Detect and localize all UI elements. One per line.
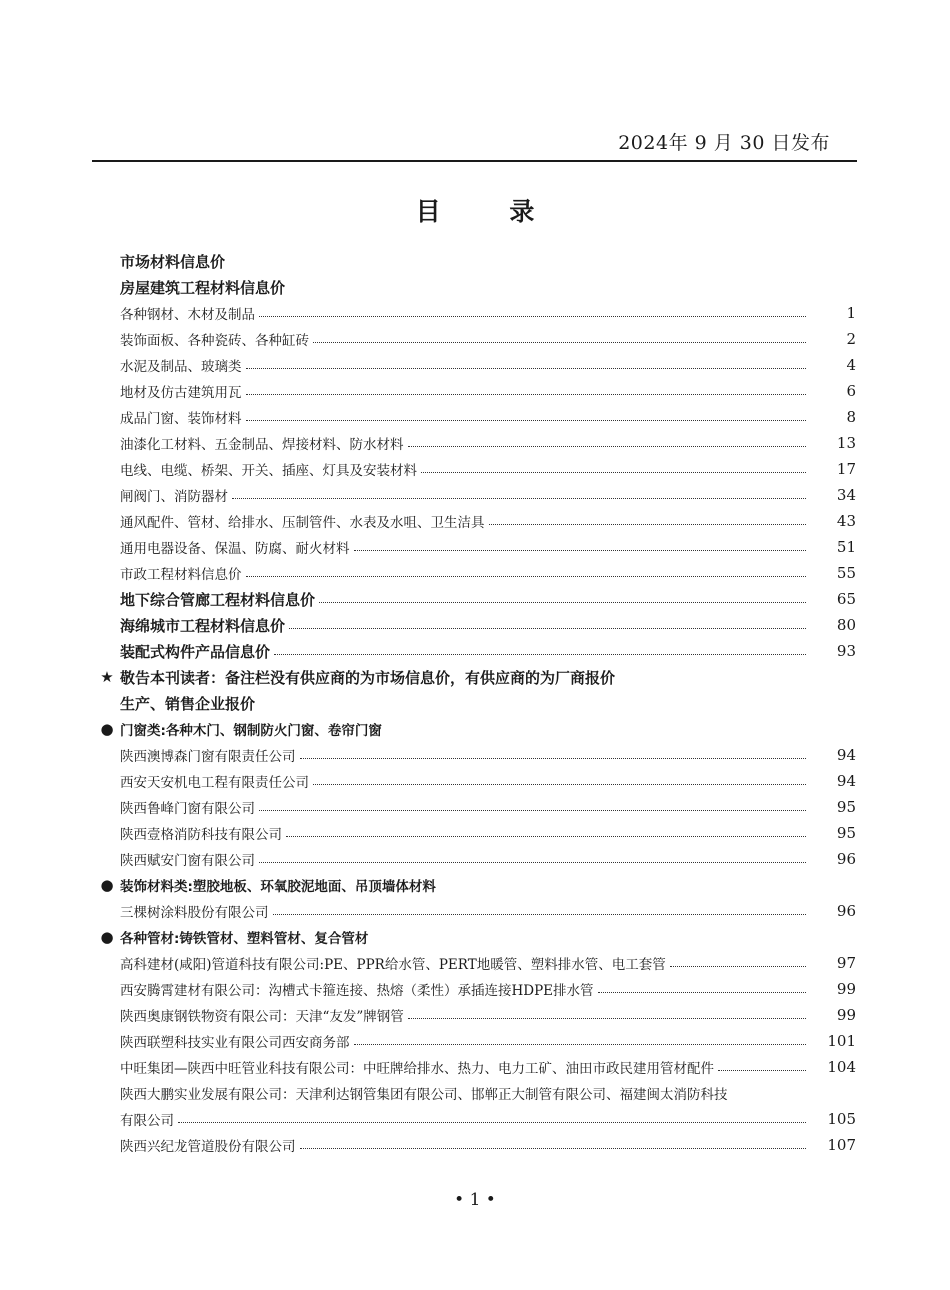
toc-entry[interactable]	[96, 950, 856, 976]
page-number: • 1 •	[454, 1190, 496, 1210]
toc-page-number: 13	[836, 434, 856, 452]
toc-cat	[96, 872, 856, 898]
toc-label: 陕西联塑科技实业有限公司西安商务部	[120, 1035, 350, 1051]
toc-entry[interactable]	[96, 456, 856, 482]
toc-label: 通风配件、管材、给排水、压制管件、水表及水咀、卫生洁具	[120, 515, 485, 531]
dot-leader	[274, 654, 806, 655]
dot-leader	[598, 992, 806, 993]
toc-page-number: 6	[846, 382, 856, 400]
page-title: 目 录	[415, 197, 565, 226]
toc-label: 门窗类:各种木门、钢制防火门窗、卷帘门窗	[120, 723, 382, 739]
publish-date: 2024年 9 月 30 日发布	[618, 132, 830, 154]
toc-page-number: 43	[836, 512, 856, 530]
star-icon: ★	[100, 668, 114, 686]
toc-entry[interactable]	[96, 534, 856, 560]
toc-page-number: 96	[836, 850, 856, 868]
dot-leader	[421, 472, 806, 473]
toc-label: 装饰材料类:塑胶地板、环氧胶泥地面、吊顶墙体材料	[120, 879, 436, 895]
toc-page-number: 65	[836, 590, 856, 608]
toc-page-number: 80	[836, 616, 856, 634]
toc-label: 有限公司	[120, 1113, 174, 1129]
toc-entry[interactable]	[96, 1132, 856, 1158]
toc-label: 生产、销售企业报价	[120, 694, 256, 713]
toc-label: 房屋建筑工程材料信息价	[120, 278, 286, 297]
toc-label: 各种钢材、木材及制品	[120, 307, 255, 323]
toc-notice	[96, 664, 856, 690]
toc-page-number: 2	[846, 330, 856, 348]
toc-label: 海绵城市工程材料信息价	[120, 616, 286, 635]
toc-page-number: 55	[836, 564, 856, 582]
toc-label: 水泥及制品、玻璃类	[120, 359, 242, 375]
toc-label: 地下综合管廊工程材料信息价	[120, 590, 316, 609]
toc-page-number: 1	[846, 304, 856, 322]
toc-page-number: 105	[827, 1110, 856, 1128]
toc-page-number: 96	[836, 902, 856, 920]
toc-label: 通用电器设备、保温、防腐、耐火材料	[120, 541, 350, 557]
dot-leader	[489, 524, 807, 525]
dot-leader	[246, 368, 807, 369]
toc-heading	[96, 690, 856, 716]
dot-leader	[300, 758, 807, 759]
toc-entry[interactable]	[96, 300, 856, 326]
toc-entry[interactable]	[96, 482, 856, 508]
toc-label: 陕西奥康钢铁物资有限公司：天津“友发”牌钢管	[120, 1009, 404, 1025]
toc-label: 中旺集团—陕西中旺管业科技有限公司：中旺牌给排水、热力、电力工矿、油田市政民建用管材配件	[120, 1061, 714, 1077]
toc-page-number: 94	[836, 772, 856, 790]
toc-entry[interactable]	[96, 768, 856, 794]
toc-page-number: 95	[836, 798, 856, 816]
dot-leader	[408, 446, 807, 447]
dot-leader	[178, 1122, 806, 1123]
toc-bigsec[interactable]	[96, 586, 856, 612]
toc-entry[interactable]	[96, 976, 856, 1002]
header-rule	[92, 160, 857, 162]
toc-heading	[96, 274, 856, 300]
toc-label: 陕西大鹏实业发展有限公司：天津利达钢管集团有限公司、邯郸正大制管有限公司、福建闽太消防科技	[120, 1087, 728, 1103]
bullet-icon: ●	[100, 928, 114, 946]
toc-page-number: 95	[836, 824, 856, 842]
toc-bigsec[interactable]	[96, 612, 856, 638]
toc-page-number: 99	[836, 980, 856, 998]
dot-leader	[319, 602, 806, 603]
bullet-icon: ●	[100, 720, 114, 738]
toc-cat	[96, 716, 856, 742]
dot-leader	[354, 550, 807, 551]
toc-entry[interactable]	[96, 404, 856, 430]
dot-leader	[408, 1018, 806, 1019]
toc-page-number: 107	[827, 1136, 856, 1154]
toc-entry[interactable]	[96, 430, 856, 456]
toc-page-number: 94	[836, 746, 856, 764]
toc-label: 地材及仿古建筑用瓦	[120, 385, 242, 401]
toc-label: 电线、电缆、桥架、开关、插座、灯具及安装材料	[120, 463, 417, 479]
toc-label: 陕西壹格消防科技有限公司	[120, 827, 282, 843]
toc-entry[interactable]	[96, 378, 856, 404]
toc-label: 装配式构件产品信息价	[120, 642, 271, 661]
toc-entry[interactable]	[96, 1002, 856, 1028]
toc-cont	[96, 1080, 856, 1106]
dot-leader	[313, 784, 806, 785]
toc-entry[interactable]	[96, 352, 856, 378]
dot-leader	[670, 966, 806, 967]
toc-label: 陕西鲁峰门窗有限公司	[120, 801, 255, 817]
toc-label: 装饰面板、各种瓷砖、各种缸砖	[120, 333, 309, 349]
toc-label: 市政工程材料信息价	[120, 567, 242, 583]
dot-leader	[300, 1148, 807, 1149]
dot-leader	[286, 836, 806, 837]
toc-page-number: 99	[836, 1006, 856, 1024]
toc-entry[interactable]	[96, 326, 856, 352]
toc-entry[interactable]	[96, 898, 856, 924]
toc-label: 高科建材(咸阳)管道科技有限公司:PE、PPR给水管、PERT地暖管、塑料排水管、电工套管	[120, 957, 666, 973]
dot-leader	[354, 1044, 807, 1045]
toc-page-number: 4	[846, 356, 856, 374]
toc-entry[interactable]	[96, 820, 856, 846]
toc-entry[interactable]	[96, 1028, 856, 1054]
dot-leader	[232, 498, 806, 499]
toc-label: 油漆化工材料、五金制品、焊接材料、防水材料	[120, 437, 404, 453]
dot-leader	[259, 862, 806, 863]
dot-leader	[718, 1070, 806, 1071]
toc-page-number: 104	[827, 1058, 856, 1076]
bullet-icon: ●	[100, 876, 114, 894]
toc-cat	[96, 924, 856, 950]
toc-bigsec[interactable]	[96, 638, 856, 664]
toc-page-number: 93	[836, 642, 856, 660]
toc-entry[interactable]	[96, 560, 856, 586]
toc-label: 陕西兴纪龙管道股份有限公司	[120, 1139, 296, 1155]
toc-label: 西安天安机电工程有限责任公司	[120, 775, 309, 791]
dot-leader	[259, 810, 806, 811]
toc-entry[interactable]	[96, 1106, 856, 1132]
toc-label: 陕西赋安门窗有限公司	[120, 853, 255, 869]
dot-leader	[259, 316, 806, 317]
toc-entry[interactable]	[96, 508, 856, 534]
toc-page-number: 97	[836, 954, 856, 972]
dot-leader	[246, 576, 807, 577]
toc-entry[interactable]	[96, 742, 856, 768]
dot-leader	[289, 628, 806, 629]
toc-page-number: 17	[836, 460, 856, 478]
dot-leader	[273, 914, 807, 915]
toc-heading	[96, 248, 856, 274]
toc-entry[interactable]	[96, 846, 856, 872]
dot-leader	[246, 394, 807, 395]
dot-leader	[313, 342, 806, 343]
toc-entry[interactable]	[96, 794, 856, 820]
toc-page-number: 34	[836, 486, 856, 504]
toc-label: 各种管材:铸铁管材、塑料管材、复合管材	[120, 931, 369, 947]
toc-label: 闸阀门、消防器材	[120, 489, 228, 505]
table-of-contents	[96, 248, 856, 1158]
toc-label: 成品门窗、装饰材料	[120, 411, 242, 427]
toc-label: 西安腾霄建材有限公司：沟槽式卡箍连接、热熔（柔性）承插连接HDPE排水管	[120, 983, 594, 999]
toc-page-number: 8	[846, 408, 856, 426]
toc-label: 陕西澳博森门窗有限责任公司	[120, 749, 296, 765]
toc-entry[interactable]	[96, 1054, 856, 1080]
toc-page-number: 101	[827, 1032, 856, 1050]
toc-label: 敬告本刊读者：备注栏没有供应商的为市场信息价，有供应商的为厂商报价	[120, 668, 616, 687]
toc-label: 三棵树涂料股份有限公司	[120, 905, 269, 921]
dot-leader	[246, 420, 807, 421]
toc-label: 市场材料信息价	[120, 252, 226, 271]
toc-page-number: 51	[836, 538, 856, 556]
